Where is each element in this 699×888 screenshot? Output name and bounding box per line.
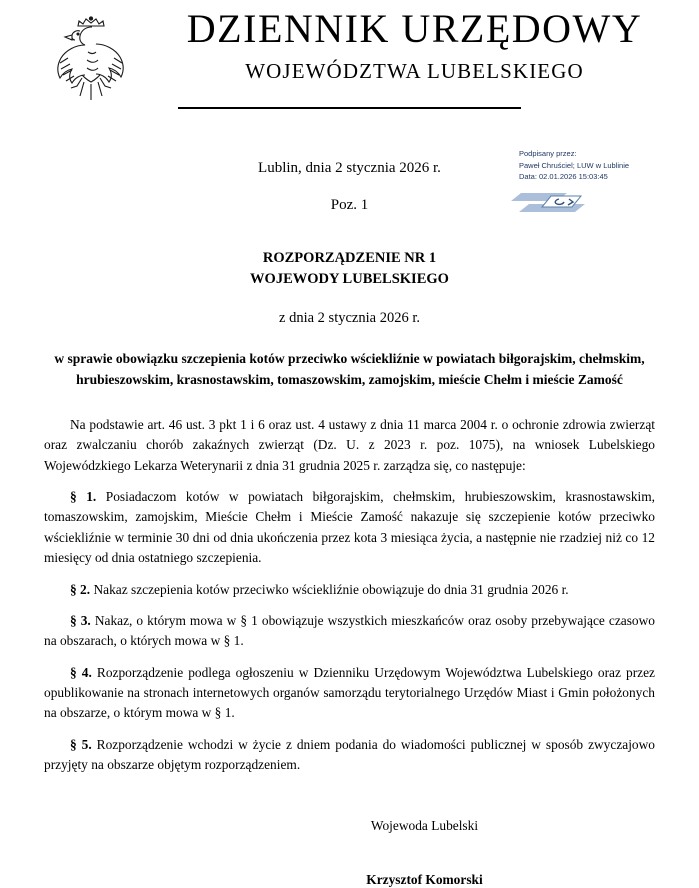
signature-signed-by-label: Podpisany przez: xyxy=(519,149,577,158)
signature-date: Data: 02.01.2026 15:03:45 xyxy=(519,172,608,182)
article-text-2: Nakaz szczepienia kotów przeciwko wściekliźnie obowiązuje do dnia 31 grudnia 2026 r. xyxy=(93,581,569,597)
preamble-paragraph: Na podstawie art. 46 ust. 3 pkt 1 i 6 oraz ust. 4 ustawy z dnia 11 marca 2004 r. o ochronie zdrowia zwierząt oraz zwalczaniu chorób zakaźnych zwierząt (Dz. U. z 2023 r. poz. 1075), na wniosek Lubelskiego Wojewódzkiego Lekarza Weterynarii z dnia 31 grudnia 2025 r. zarządza się, co następuje: xyxy=(44,416,655,473)
article-paragraph-1 xyxy=(44,487,655,569)
position-number: Poz. 1 xyxy=(330,197,369,213)
article-paragraph-2 xyxy=(44,580,655,600)
document-date: z dnia 2 stycznia 2026 r. xyxy=(279,310,420,327)
signature-signer-name: Paweł Chruściel; LUW w Lublinie xyxy=(519,160,630,170)
polish-eagle-emblem-icon xyxy=(48,10,134,102)
article-paragraph-4 xyxy=(44,663,655,724)
article-number-3: § 3. xyxy=(70,612,91,628)
article-number-4: § 4. xyxy=(70,664,92,680)
article-text-5: Rozporządzenie wchodzi w życie z dniem podania do wiadomości publicznej w sposób zwyczajowo przyjęty na obszarze objętym rozporządzeniem. xyxy=(44,736,655,773)
article-text-1: Posiadaczom kotów w powiatach biłgorajskim, chełmskim, hrubieszowskim, krasnostawskim, tomaszowskim, zamojskim, Mieście Chełm i Mieście Zamość nakazuje się szczepienie kotów przeciwko wściekliźnie w terminie 30 dni od dnia ukończenia przez kota 3 miesiąca życia, a następnie nie rzadziej niż co 12 miesięcy od dnia ostatniego szczepienia. xyxy=(44,489,655,566)
document-title xyxy=(0,248,699,290)
document-title-line2: WOJEWODY LUBELSKIEGO xyxy=(250,271,449,288)
signatory-role: Wojewoda Lubelski xyxy=(370,817,479,833)
masthead-divider xyxy=(178,107,521,109)
journal-title: DZIENNIK URZĘDOWY xyxy=(186,6,643,51)
article-paragraph-5 xyxy=(44,735,655,776)
article-text-3: Nakaz, o którym mowa w § 1 obowiązuje wszystkich mieszkańców oraz osoby przebywające czasowo na obszarach, o których mowa w § 1. xyxy=(44,612,655,649)
article-text-4: Rozporządzenie podlega ogłoszeniu w Dzienniku Urzędowym Województwa Lubelskiego oraz przez opublikowanie na stronach internetowych organów samorządu terytorialnego Urzędów Miast i Gmin położonych na obszarze, o którym mowa w § 1. xyxy=(44,664,655,721)
article-number-2: § 2. xyxy=(70,581,91,597)
masthead xyxy=(0,0,699,112)
masthead-titles xyxy=(150,8,679,84)
document-body xyxy=(44,415,655,776)
document-title-line1: ROZPORZĄDZENIE NR 1 xyxy=(262,250,437,266)
place-and-date: Lublin, dnia 2 stycznia 2026 r. xyxy=(258,160,441,176)
article-paragraph-3 xyxy=(44,611,655,652)
article-number-5: § 5. xyxy=(70,736,92,752)
closing-block xyxy=(0,818,699,888)
electronic-signature-icon xyxy=(519,187,605,215)
electronic-signature-stamp xyxy=(519,148,671,219)
signatory-name: Krzysztof Komorski xyxy=(366,871,483,887)
journal-subtitle: WOJEWÓDZTWA LUBELSKIEGO xyxy=(245,59,584,83)
document-subject: w sprawie obowiązku szczepienia kotów przeciwko wściekliźnie w powiatach biłgorajskim, chełmskim, hrubieszowskim, krasnostawskim, tomaszowskim, zamojskim, mieście Chełm i mieście Zamość xyxy=(54,351,645,387)
article-number-1: § 1. xyxy=(70,489,97,504)
